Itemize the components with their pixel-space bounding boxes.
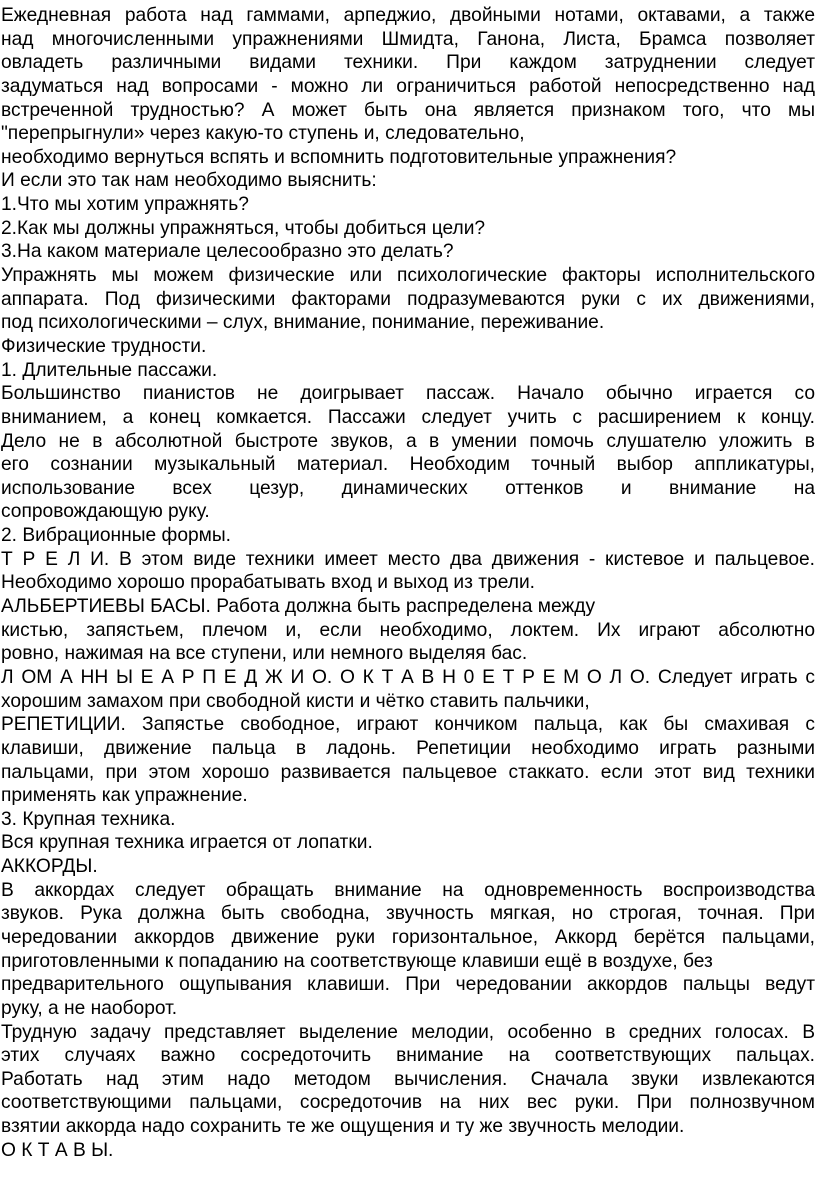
text-line: РЕПЕТИЦИИ. Запястье свободное, играют кончиком пальца, как бы смахивая с <box>1 714 815 736</box>
text-line: АККОРДЫ. <box>1 856 98 878</box>
text-line: 3.На каком материале целесообразно это делать? <box>1 241 454 263</box>
text-line: Л ОМ А НН Ы Е А Р П Е Д Ж И О. О К Т А В Н 0 Е Т Р Е М О Л О. Следует играть с <box>1 666 815 688</box>
text-line: 2.Как мы должны упражняться, чтобы добиться цели? <box>1 217 486 239</box>
text-line: 3. Крупная техника. <box>1 808 176 830</box>
text-line: предварительного ощупывания клавиши. При чередовании аккордов пальцы ведут <box>1 974 815 996</box>
text-line: Ежедневная работа над гаммами, арпеджио, двойными нотами, октавами, а также <box>1 5 815 26</box>
text-line: В аккордах следует обращать внимание на одновременность воспроизводства <box>1 879 815 901</box>
text-line: Т Р Е Л И. В этом виде техники имеет место два движения - кистевое и пальцевое. <box>1 548 815 570</box>
text-line: Упражнять мы можем физические или психологические факторы исполнительского <box>1 265 815 287</box>
text-line: использование всех цезур, динамических оттенков и внимание на <box>1 477 815 499</box>
text-line: Вся крупная техника играется от лопатки. <box>1 832 373 854</box>
text-line: 1. Длительные пассажи. <box>1 359 218 381</box>
text-line: овладеть различными видами техники. При каждом затруднении следует <box>1 52 815 74</box>
text-line: под психологическими – слух, внимание, понимание, переживание. <box>1 312 605 334</box>
text-line: Дело не в абсолютной быстроте звуков, а в умении помочь слушателю уложить в <box>1 430 815 452</box>
text-line: Большинство пианистов не доигрывает пассаж. Начало обычно играется со <box>1 383 815 405</box>
text-line: ровно, нажимая на все ступени, или немного выделяя бас. <box>1 643 528 665</box>
text-line: АЛЬБЕРТИЕВЫ БАСЫ. Работа должна быть распределена между <box>1 596 596 618</box>
text-line: приготовленными к попаданию на соответствующе клавиши ещё в воздухе, без <box>1 950 713 972</box>
text-line: 1.Что мы хотим упражнять? <box>1 194 249 216</box>
text-line: вниманием, а конец комкается. Пассажи следует учить с расширением к концу. <box>1 406 815 428</box>
text-line: этих случаях важно сосредоточить внимание на соответствующих пальцах. <box>1 1045 815 1067</box>
text-line: аппарата. Под физическими факторами подразумеваются руки с их движениями, <box>1 288 815 310</box>
text-line: необходимо вернуться вспять и вспомнить подготовительные упражнения? <box>1 146 677 168</box>
text-line: чередовании аккордов движение руки горизонтальное, Аккорд берётся пальцами, <box>1 926 815 948</box>
text-line: применять как упражнение. <box>1 785 248 807</box>
text-line: 2. Вибрационные формы. <box>1 525 231 547</box>
text-line: сопровождающую руку. <box>1 501 210 523</box>
text-line: руку, а не наоборот. <box>1 997 178 1019</box>
text-line: взятии аккорда надо сохранить те же ощущения и ту же звучность мелодии. <box>1 1116 685 1138</box>
text-line: его сознании музыкальный материал. Необходим точный выбор аппликатуры, <box>1 454 815 476</box>
text-line: Физические трудности. <box>1 335 207 357</box>
text-line: соответствующими пальцами, сосредоточив на них вес руки. При полнозвучном <box>1 1092 815 1114</box>
text-line: Трудную задачу представляет выделение мелодии, особенно в средних голосах. В <box>1 1021 815 1043</box>
text-line: звуков. Рука должна быть свободна, звучность мягкая, но строгая, точная. При <box>1 903 815 925</box>
text-line: Необходимо хорошо прорабатывать вход и выход из трели. <box>1 572 535 594</box>
text-line: "перепрыгнули» через какую-то ступень и, следовательно, <box>1 123 525 145</box>
text-line: задуматься над вопросами - можно ли ограничиться работой непосредственно над <box>1 75 815 97</box>
text-line: пальцами, при этом хорошо развивается пальцевое стаккато. если этот вид техники <box>1 761 815 783</box>
text-line: кистью, запястьем, плечом и, если необходимо, локтем. Их играют абсолютно <box>1 619 815 641</box>
text-line: Работать над этим надо методом вычисления. Сначала звуки извлекаются <box>1 1068 815 1090</box>
text-line: О К Т А В Ы. <box>1 1139 114 1161</box>
text-line: над многочисленными упражнениями Шмидта, Ганона, Листа, Брамса позволяет <box>1 28 815 50</box>
text-line: хорошим замахом при свободной кисти и чётко ставить пальчики, <box>1 690 590 712</box>
text-line: И если это так нам необходимо выяснить: <box>1 170 377 192</box>
text-line: клавиши, движение пальца в ладонь. Репетиции необходимо играть разными <box>1 737 815 759</box>
text-line: встреченной трудностью? А может быть она является признаком того, что мы <box>1 99 815 121</box>
